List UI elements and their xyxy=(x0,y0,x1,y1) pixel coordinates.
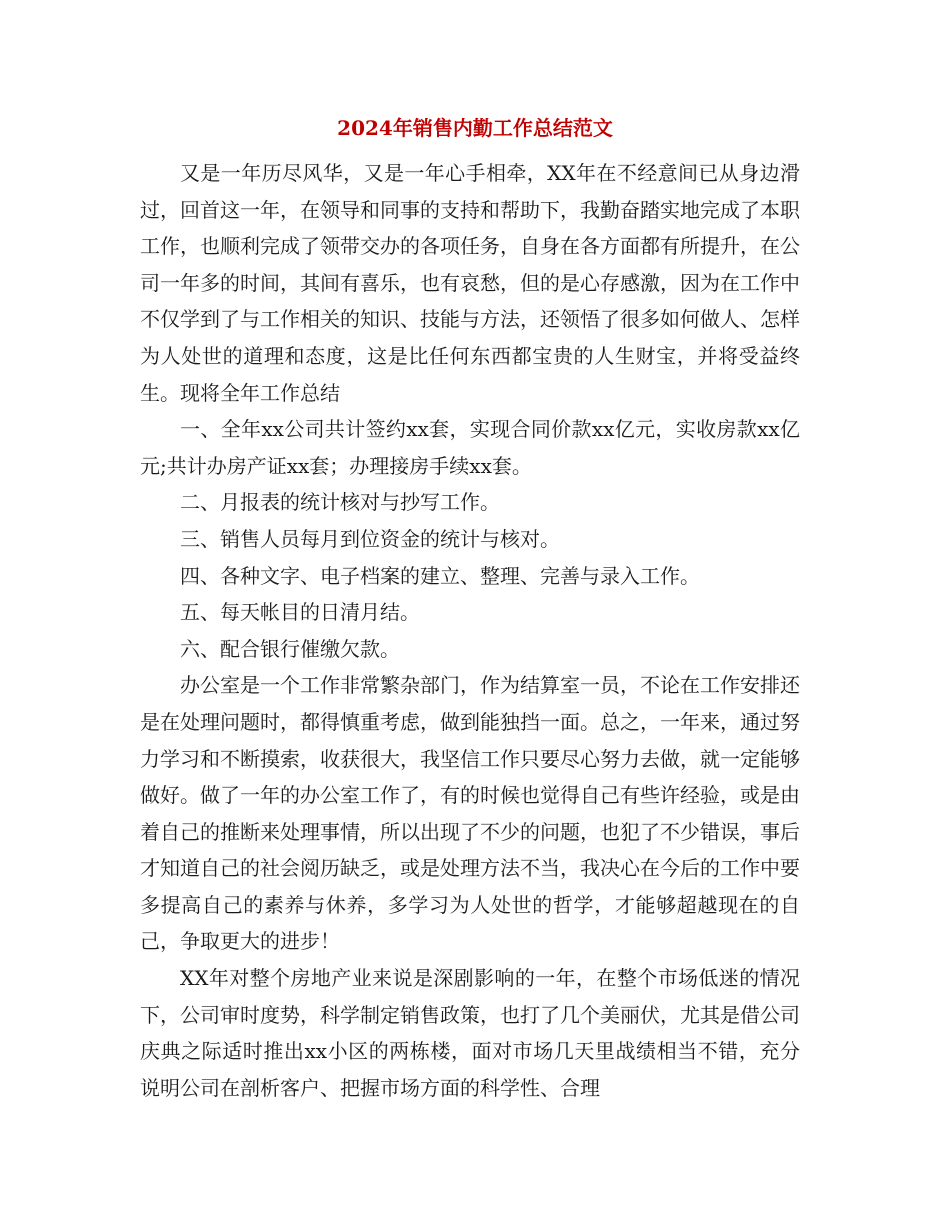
paragraph-item-2: 二、月报表的统计核对与抄写工作。 xyxy=(180,490,500,515)
paragraph-item-4: 四、各种文字、电子档案的建立、整理、完善与录入工作。 xyxy=(180,563,700,588)
document-body xyxy=(140,155,800,1106)
paragraph-intro: 又是一年历尽风华，又是一年心手相牵，XX年在不经意间已从身边滑过，回首这一年，在领导和同事的支持和帮助下，我勤奋踏实地完成了本职工作，也顺利完成了领带交办的各项任务，自身在各方面都有所提升，在公司一年多的时间，其间有喜乐，也有哀愁，但的是心存感激，因为在工作中不仅学到了与工作相关的知识、技能与方法，还领悟了很多如何做人、怎样为人处世的道理和态度，这是比任何东西都宝贵的人生财宝，并将受益终生。现将全年工作总结 xyxy=(140,161,800,405)
paragraph-market-review: XX年对整个房地产业来说是深剧影响的一年，在整个市场低迷的情况下，公司审时度势，科学制定销售政策，也打了几个美丽伏，尤其是借公司庆典之际适时推出xx小区的两栋楼，面对市场几天里战绩相当不错，充分说明公司在剖析客户、把握市场方面的科学性、合理 xyxy=(140,966,800,1100)
paragraph-item-6: 六、配合银行催缴欠款。 xyxy=(180,636,400,661)
document-title: 2024年销售内勤工作总结范文 xyxy=(337,116,613,140)
paragraph-item-5: 五、每天帐目的日清月结。 xyxy=(180,600,420,625)
paragraph-item-1: 一、全年xx公司共计签约xx套，实现合同价款xx亿元，实收房款xx亿元;共计办房产证xx套；办理接房手续xx套。 xyxy=(140,417,800,478)
paragraph-office-reflection: 办公室是一个工作非常繁杂部门，作为结算室一员，不论在工作安排还是在处理问题时，都得慎重考虑，做到能独挡一面。总之，一年来，通过努力学习和不断摸索，收获很大，我坚信工作只要尽心努力去做，就一定能够做好。做了一年的办公室工作了，有的时候也觉得自己有些许经验，或是由着自己的推断来处理事情，所以出现了不少的问题，也犯了不少错误，事后才知道自己的社会阅历缺乏，或是处理方法不当，我决心在今后的工作中要多提高自己的素养与休养，多学习为人处世的哲学，才能够超越现在的自己，争取更大的进步！ xyxy=(140,673,800,954)
paragraph-item-3: 三、销售人员每月到位资金的统计与核对。 xyxy=(180,526,560,551)
